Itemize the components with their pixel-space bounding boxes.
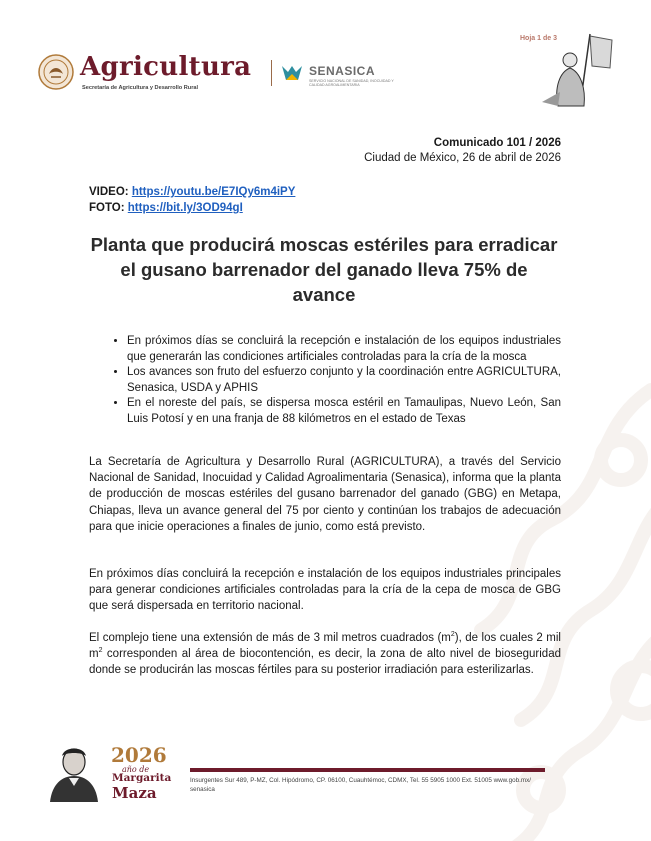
video-line [89, 184, 295, 200]
list-item: • En próximos días se concluirá la recepción e instalación de los equipos industriales que generarán las condiciones artificiales controladas para la cría de la mosca [127, 334, 561, 365]
body-paragraph: El complejo tiene una extensión de más de 3 mil metros cuadrados $(m^2)$, de los cuales 2 mil $m^2$ corresponden al área de biocontención, es decir, la zona de alto nivel de bioseguridad donde se producirán las moscas fértiles para su posterior irradiación para esterilizarlas. [89, 631, 561, 677]
flag-bearer-illustration-icon [540, 32, 614, 108]
body-paragraph: En próximos días concluirá la recepción e instalación de los equipos industriales principales para generar condiciones artificiales controladas para la cría de la cepa de mosca de GBG que será dispersada en territorio nacional. [89, 568, 561, 613]
communique-number: Comunicado 101 / 2026 [433, 137, 561, 149]
page-indicator: Hoja 1 de 3 [520, 35, 557, 42]
senasica-logo-icon [280, 62, 304, 84]
footer-bar [190, 768, 545, 772]
commemorative-name-last: Maza [112, 784, 157, 802]
footer-address [190, 776, 610, 794]
header [38, 48, 394, 98]
photo-link[interactable]: https://bit.ly/3OD94gI [127, 202, 243, 214]
brand-subtitle: Secretaría de Agricultura y Desarrollo Rural [82, 85, 199, 91]
commemorative-year-sub: año de [122, 765, 150, 774]
body-paragraph: La Secretaría de Agricultura y Desarrollo Rural (AGRICULTURA), a través del Servicio Nacional de Sanidad, Inocuidad y Calidad Agroalimentaria (Senasica), informa que la planta de producción de moscas estériles del gusano barrenador del ganado (GBG) en Metapa, Chiapas, lleva un avance general del 75 por ciento y continúan los trabajos de adecuación para que inicie operaciones a finales de junio, como está previsto. [89, 456, 561, 533]
photo-line [89, 200, 295, 216]
place-date: Ciudad de México, 26 de abril de 2026 [364, 152, 561, 164]
video-label: VIDEO: [89, 186, 132, 198]
commemorative-year: 2026 [111, 743, 167, 767]
commemorative-name-first: Margarita [112, 772, 172, 784]
list-item: • Los avances son fruto del esfuerzo conjunto y la coordinación entre AGRICULTURA, Senasica, USDA y APHIS [127, 365, 561, 396]
partner-name: SENASICA [309, 64, 376, 78]
footer-address-line: senasica [190, 786, 215, 793]
brand-title: Agricultura [80, 52, 252, 82]
partner-subtitle: SERVICIO NACIONAL DE SANIDAD, INOCUIDAD Y CALIDAD AGROALIMENTARIA [309, 79, 394, 88]
margarita-maza-portrait-icon [44, 740, 104, 802]
header-divider [271, 60, 272, 86]
media-links [89, 184, 295, 216]
headline: Planta que producirá moscas estériles para erradicar el gusano barrenador del ganado lleva 75% de avance [90, 234, 558, 305]
photo-label: FOTO: [89, 202, 128, 214]
summary-bullets [89, 334, 561, 427]
video-link[interactable]: https://youtu.be/E7IQy6m4iPY [131, 186, 296, 198]
footer-address-line: Insurgentes Sur 489, P-MZ, Col. Hipódromo, CP. 06100, Cuauhtémoc, CDMX, Tel. 55 5905 1000 Ext. 51005 www.gob.mx/ [190, 777, 532, 784]
mexico-seal-icon [38, 54, 74, 90]
list-item: • En el noreste del país, se dispersa mosca estéril en Tamaulipas, Nuevo León, San Luis Potosí y en una franja de 88 kilómetros en el estado de Texas [127, 396, 561, 427]
